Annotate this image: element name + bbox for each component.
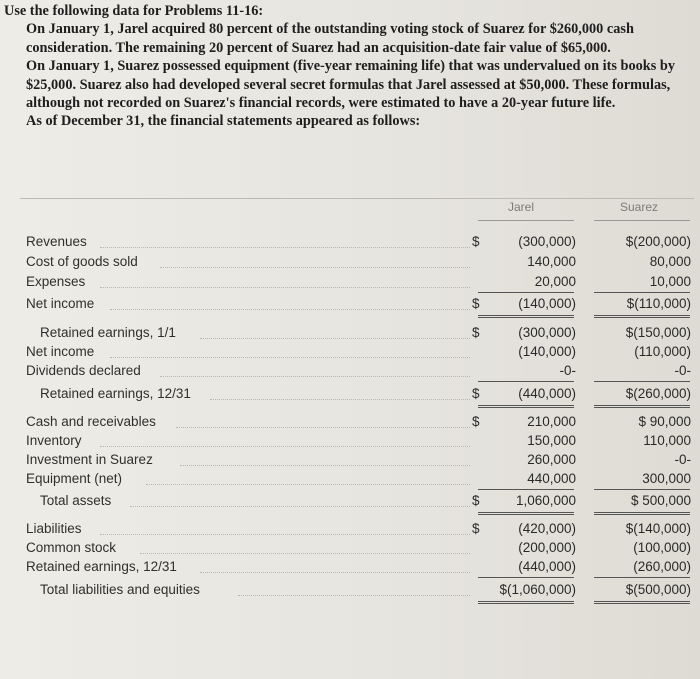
dollar-sign: $ — [472, 325, 480, 340]
leader-dots — [146, 484, 470, 485]
table-row — [0, 582, 700, 602]
row-label: Investment in Suarez — [26, 452, 153, 467]
leader-dots — [160, 376, 470, 377]
subtotal-rule — [478, 489, 574, 490]
jarel-value: 140,000 — [527, 254, 576, 269]
suarez-value: (260,000) — [633, 559, 691, 574]
total-rule — [594, 601, 690, 604]
table-row — [0, 493, 700, 513]
column-header-suarez: Suarez — [620, 200, 659, 214]
suarez-value: $ 90,000 — [638, 414, 691, 429]
leader-dots — [110, 357, 470, 358]
problem-paragraph-1: On January 1, Jarel acquired 80 percent of the outstanding voting stock of Suarez for $260,000 cash consideration. The remaining 20 percent of Suarez had an acquisition-date fair value of $65,000. — [26, 21, 634, 56]
column-header-jarel: Jarel — [508, 200, 535, 214]
jarel-value: $ (420,000) — [472, 521, 576, 536]
row-label: Cash and receivables — [26, 414, 156, 429]
leader-dots — [210, 399, 470, 400]
jarel-value: $ 1,060,000 — [472, 493, 576, 508]
subtotal-rule — [594, 292, 690, 293]
jarel-value: $ (300,000) — [472, 325, 576, 340]
row-label: Dividends declared — [26, 363, 141, 378]
leader-dots — [200, 338, 470, 339]
leader-dots — [110, 309, 470, 310]
table-row — [0, 234, 700, 254]
leader-dots — [200, 572, 470, 573]
dollar-sign: $ — [472, 234, 480, 249]
financial-statements-table — [0, 184, 700, 676]
leader-dots — [130, 506, 470, 507]
dollar-sign: $ — [472, 386, 480, 401]
row-label: Revenues — [26, 234, 87, 249]
jarel-value: $ 210,000 — [472, 414, 576, 429]
suarez-value: (100,000) — [633, 540, 691, 555]
suarez-value: (110,000) — [634, 344, 691, 359]
suarez-value: $(260,000) — [625, 386, 691, 401]
leader-dots — [180, 465, 470, 466]
row-label: Retained earnings, 1/1 — [40, 325, 176, 340]
jarel-value: $ (300,000) — [472, 234, 576, 249]
row-label: Equipment (net) — [26, 471, 123, 486]
suarez-value: $(200,000) — [625, 234, 691, 249]
row-label: Net income — [26, 296, 95, 311]
table-row — [0, 452, 700, 472]
leader-dots — [238, 595, 470, 596]
subtotal-rule — [478, 577, 574, 578]
problem-text — [4, 2, 696, 131]
dollar-sign: $ — [472, 296, 480, 311]
suarez-value: -0- — [674, 363, 691, 378]
total-rule — [594, 315, 690, 318]
total-rule — [478, 315, 574, 318]
suarez-value: $(110,000) — [626, 296, 691, 311]
jarel-value: -0- — [559, 363, 576, 378]
jarel-value: 20,000 — [534, 274, 576, 289]
table-row — [0, 344, 700, 364]
table-row — [0, 254, 700, 274]
jarel-value: 150,000 — [527, 433, 576, 448]
subtotal-rule — [594, 489, 690, 490]
suarez-value: 10,000 — [649, 274, 691, 289]
row-label: Net income — [26, 344, 95, 359]
jarel-value: (440,000) — [518, 559, 576, 574]
row-label: Expenses — [26, 274, 86, 289]
suarez-value: $(500,000) — [625, 582, 691, 597]
suarez-value: -0- — [674, 452, 691, 467]
leader-dots — [176, 427, 470, 428]
dollar-sign: $ — [472, 521, 480, 536]
subtotal-rule — [594, 577, 690, 578]
table-row — [0, 325, 700, 345]
leader-dots — [100, 247, 470, 248]
table-row — [0, 521, 700, 541]
table-row — [0, 471, 700, 491]
table-row — [0, 540, 700, 560]
leader-dots — [100, 446, 470, 447]
leader-dots — [140, 553, 470, 554]
row-label: Retained earnings, 12/31 — [40, 386, 191, 401]
leader-dots — [100, 534, 470, 535]
jarel-value: (140,000) — [518, 344, 576, 359]
table-row — [0, 274, 700, 294]
leader-dots — [100, 287, 470, 288]
suarez-value: 80,000 — [649, 254, 691, 269]
dollar-sign: $ — [472, 414, 480, 429]
total-rule — [594, 512, 690, 515]
table-top-rule — [20, 198, 694, 199]
jarel-value: (200,000) — [518, 540, 576, 555]
jarel-value: 260,000 — [527, 452, 576, 467]
problem-paragraph-2: On January 1, Suarez possessed equipment (five-year remaining life) that was undervalued on its books by $25,000. Suarez also had developed several secret formulas that Jarel assessed at $50,000. These formulas, although not recorded on Suarez's financial records, were estimated to have a 20-year future life. — [26, 58, 675, 112]
total-rule — [594, 405, 690, 408]
suarez-value: $(150,000) — [625, 325, 691, 340]
jarel-value: 440,000 — [527, 471, 576, 486]
suarez-value: $(140,000) — [625, 521, 691, 536]
jarel-value: $ (140,000) — [472, 296, 576, 311]
table-row — [0, 296, 700, 316]
total-rule — [478, 601, 574, 604]
subtotal-rule — [478, 381, 574, 382]
row-label: Cost of goods sold — [26, 254, 138, 269]
subtotal-rule — [594, 381, 690, 382]
subtotal-rule — [478, 292, 574, 293]
suarez-value: 110,000 — [643, 433, 691, 448]
total-rule — [478, 405, 574, 408]
suarez-value: $ 500,000 — [630, 493, 691, 508]
table-row — [0, 414, 700, 434]
problem-heading: Use the following data for Problems 11-16: — [4, 3, 264, 19]
suarez-value: 300,000 — [642, 471, 691, 486]
total-rule — [478, 512, 574, 515]
table-row — [0, 363, 700, 383]
row-label: Total assets — [40, 493, 112, 508]
statement-intro: As of December 31, the financial statements appeared as follows: — [26, 113, 421, 130]
jarel-value: $ (440,000) — [472, 386, 576, 401]
row-label: Total liabilities and equities — [40, 582, 200, 597]
row-label: Common stock — [26, 540, 117, 555]
column-rule-jarel — [478, 220, 574, 221]
table-row — [0, 386, 700, 406]
row-label: Inventory — [26, 433, 82, 448]
row-label: Liabilities — [26, 521, 82, 536]
row-label: Retained earnings, 12/31 — [26, 559, 177, 574]
table-row — [0, 559, 700, 579]
dollar-sign: $ — [472, 493, 480, 508]
leader-dots — [160, 267, 470, 268]
column-rule-suarez — [594, 220, 690, 221]
jarel-value: $(1,060,000) — [499, 582, 576, 597]
table-row — [0, 433, 700, 453]
